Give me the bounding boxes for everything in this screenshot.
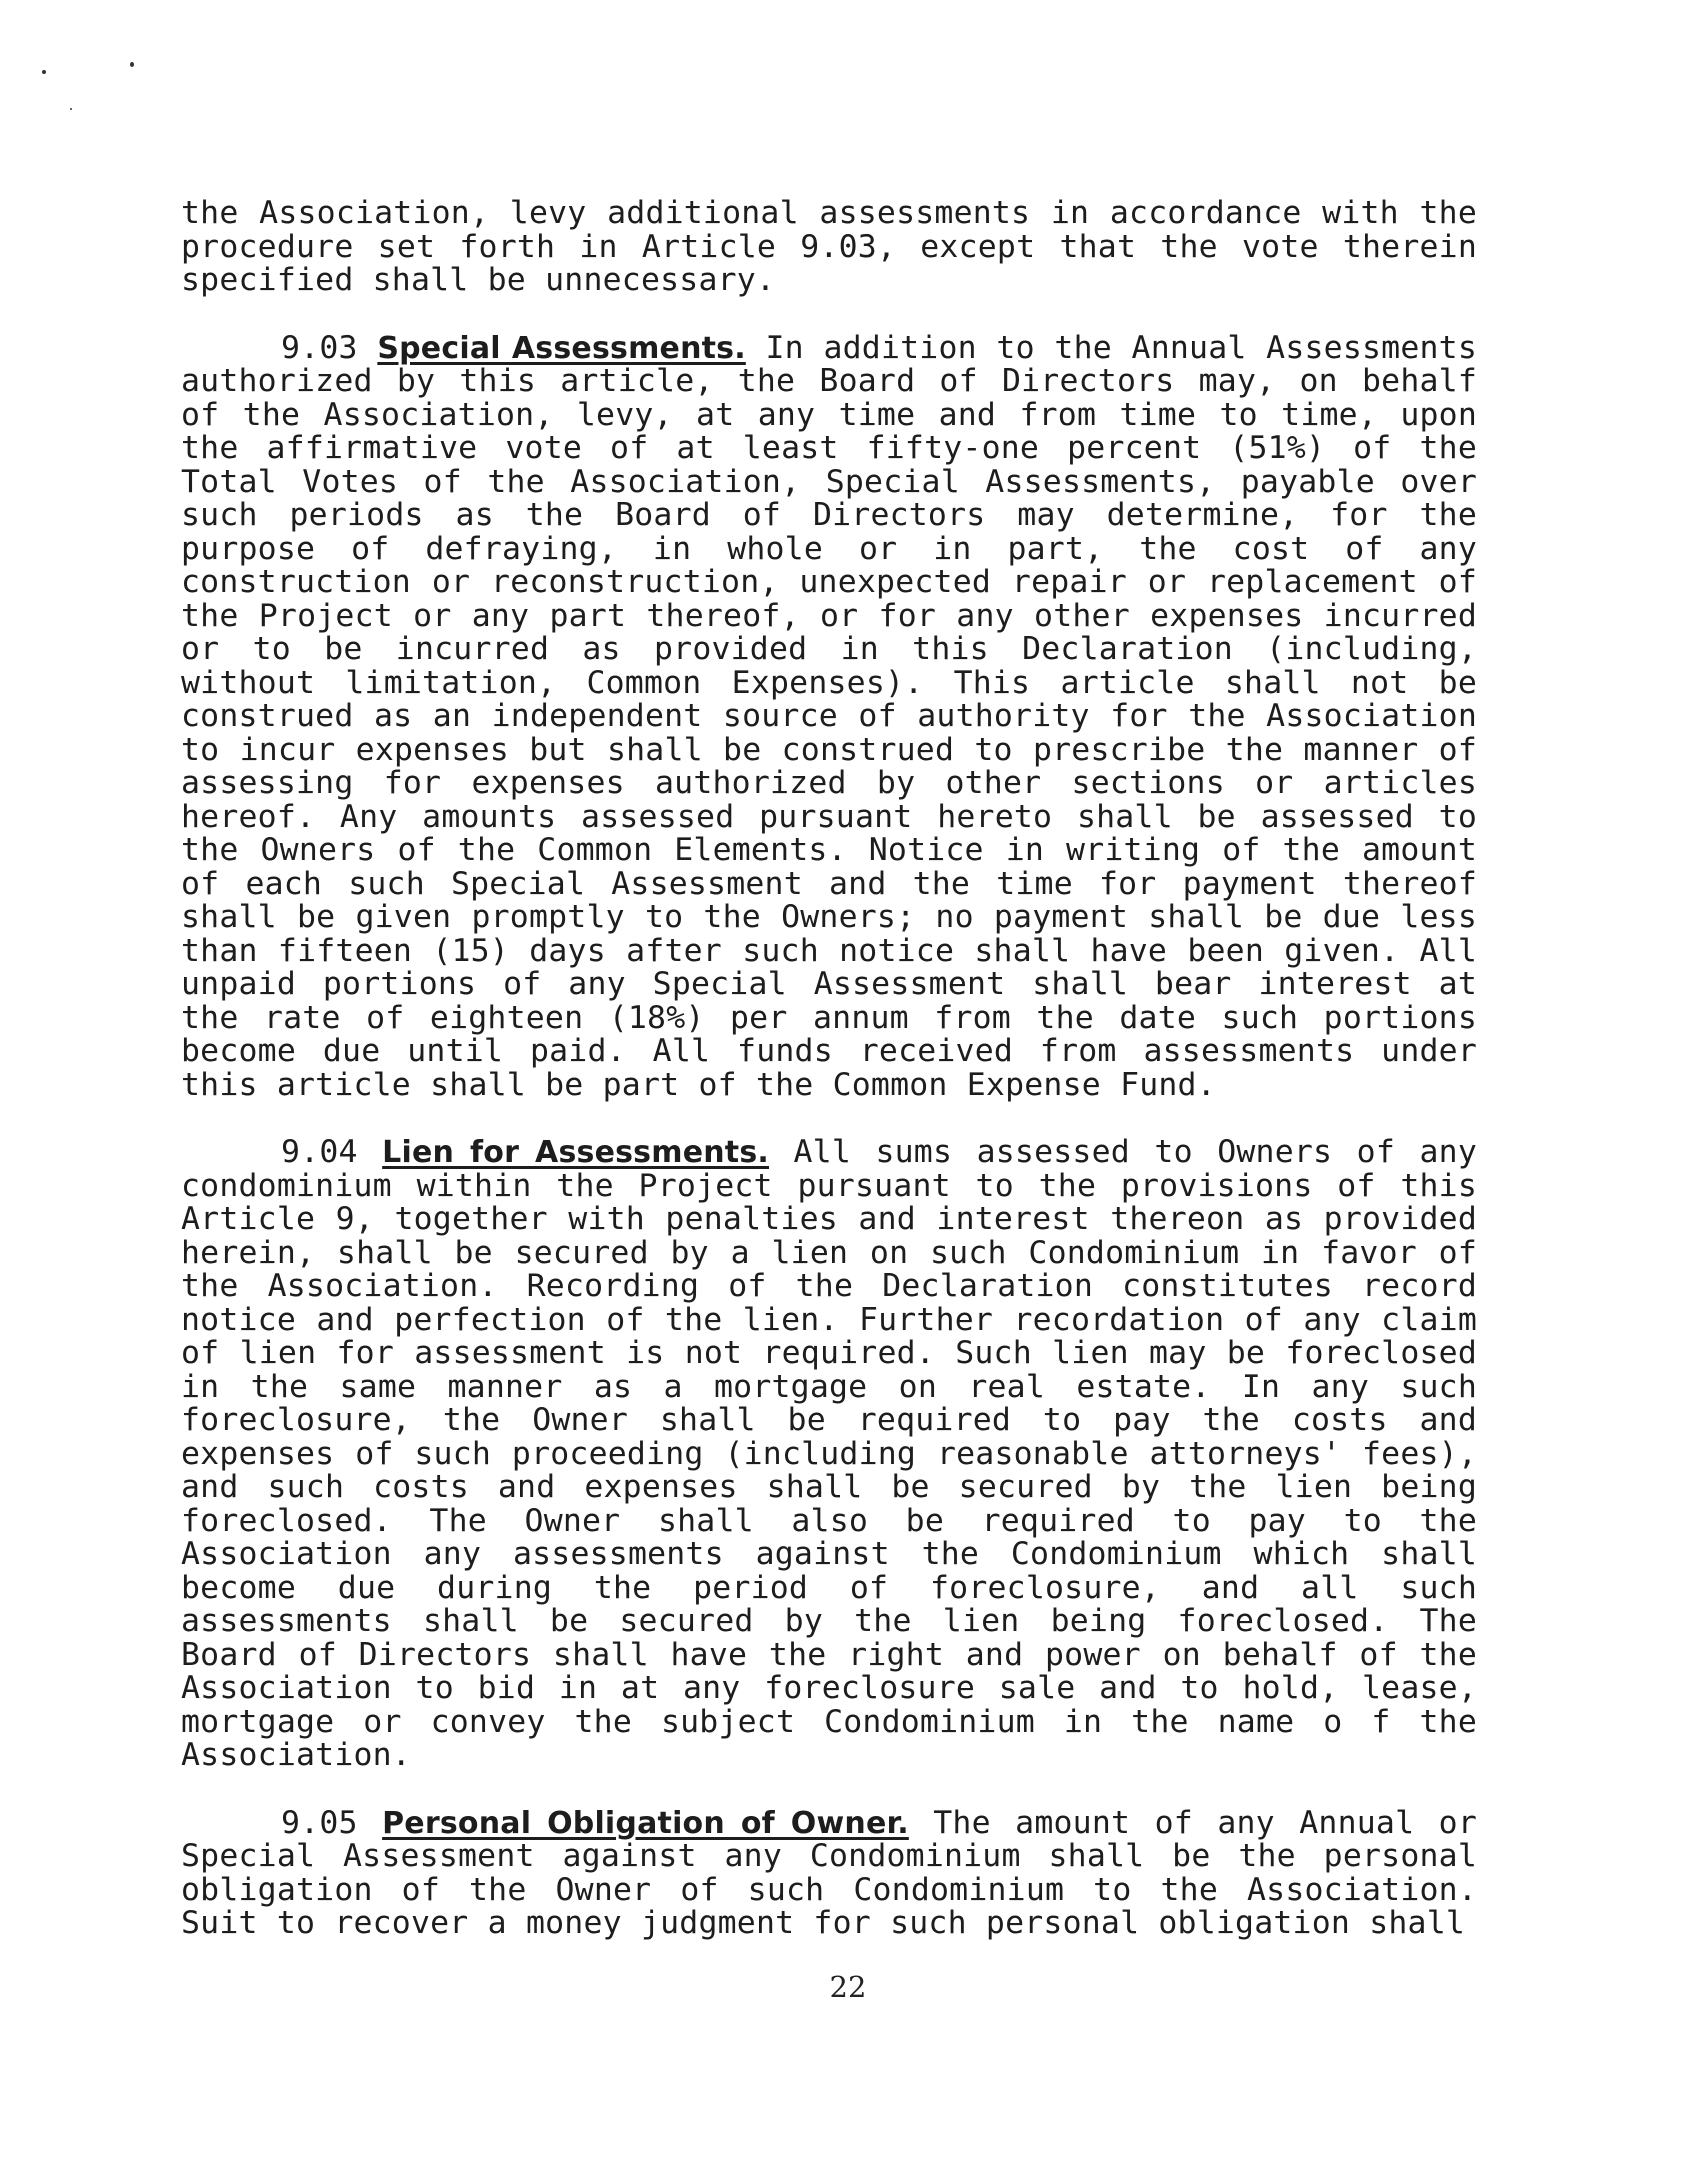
- section-number: 9.05: [281, 1804, 358, 1841]
- section-heading: Lien for Assessments.: [382, 1135, 769, 1170]
- body-text: [181, 197, 1477, 1975]
- scan-speck: [70, 108, 72, 110]
- opening-paragraph: the Association, levy additional assessments in accordance with the procedure set forth in Article 9.03, except that the vote therein specified shall be unnecessary.: [181, 195, 1477, 298]
- section-body: The amount of any Annual or Special Assessment against any Condominium shall be the personal obligation of the Owner of such Condominium to the Association. Suit to recover a money judgment for such personal obligation shall: [181, 1804, 1477, 1941]
- section-9-04: [181, 1136, 1477, 1773]
- scan-speck: [130, 62, 134, 67]
- page-number: 22: [829, 1970, 867, 2004]
- section-9-05: [181, 1804, 1477, 1941]
- section-heading: Personal Obligation of Owner.: [382, 1805, 909, 1841]
- section-body: In addition to the Annual Assessments authorized by this article, the Board of Directors may, on behalf of the Association, levy, at any time and from time to time, upon the affirmative vote of at least fifty-one percent (51%) of the Total Votes of the Association, Special Assessments, payable over such periods as the Board of Directors may determine, for the purpose of defraying, in whole or in part, the cost of any construction or reconstruction, unexpected repair or replacement of the Project or any part thereof, or for any other expenses incurred or to be incurred as provided in this Declaration (including, without limitation, Common Expenses). This article shall not be construed as an independent source of authority for the Association to incur expenses but shall be construed to prescribe the manner of assessing for expenses authorized by other sections or articles hereof. Any amounts assessed pursuant hereto shall be assessed to the Owners of the Common Elements. Notice in writing of the amount of each such Special Assessment and the time for payment thereof shall be given promptly to the Owners; no payment shall be due less than fifteen (15) days after such notice shall have been given. All unpaid portions of any Special Assessment shall bear interest at the rate of eighteen (18%) per annum from the date such portions become due until paid. All funds received from assessments under this article shall be part of the Common Expense Fund.: [181, 329, 1477, 1103]
- section-number: 9.03: [281, 329, 358, 366]
- section-body: All sums assessed to Owners of any condominium within the Project pursuant to the provisions of this Article 9, together with penalties and interest thereon as provided herein, shall be secured by a lien on such Condominium in favor of the Association. Recording of the Declaration constitutes record notice and perfection of the lien. Further recordation of any claim of lien for assessment is not required. Such lien may be foreclosed in the same manner as a mortgage on real estate. In any such foreclosure, the Owner shall be required to pay the costs and expenses of such proceeding (including reasonable attorneys' fees), and such costs and expenses shall be secured by the lien being foreclosed. The Owner shall also be required to pay to the Association any assessments against the Condominium which shall become due during the period of foreclosure, and all such assessments shall be secured by the lien being foreclosed. The Board of Directors shall have the right and power on behalf of the Association to bid in at any foreclosure sale and to hold, lease, mortgage or convey the subject Condominium in the name o f the Association.: [181, 1134, 1477, 1773]
- section-number: 9.04: [281, 1134, 358, 1170]
- section-9-03: [181, 329, 1477, 1103]
- scan-speck: [42, 70, 46, 74]
- section-heading: Special Assessments.: [377, 330, 746, 366]
